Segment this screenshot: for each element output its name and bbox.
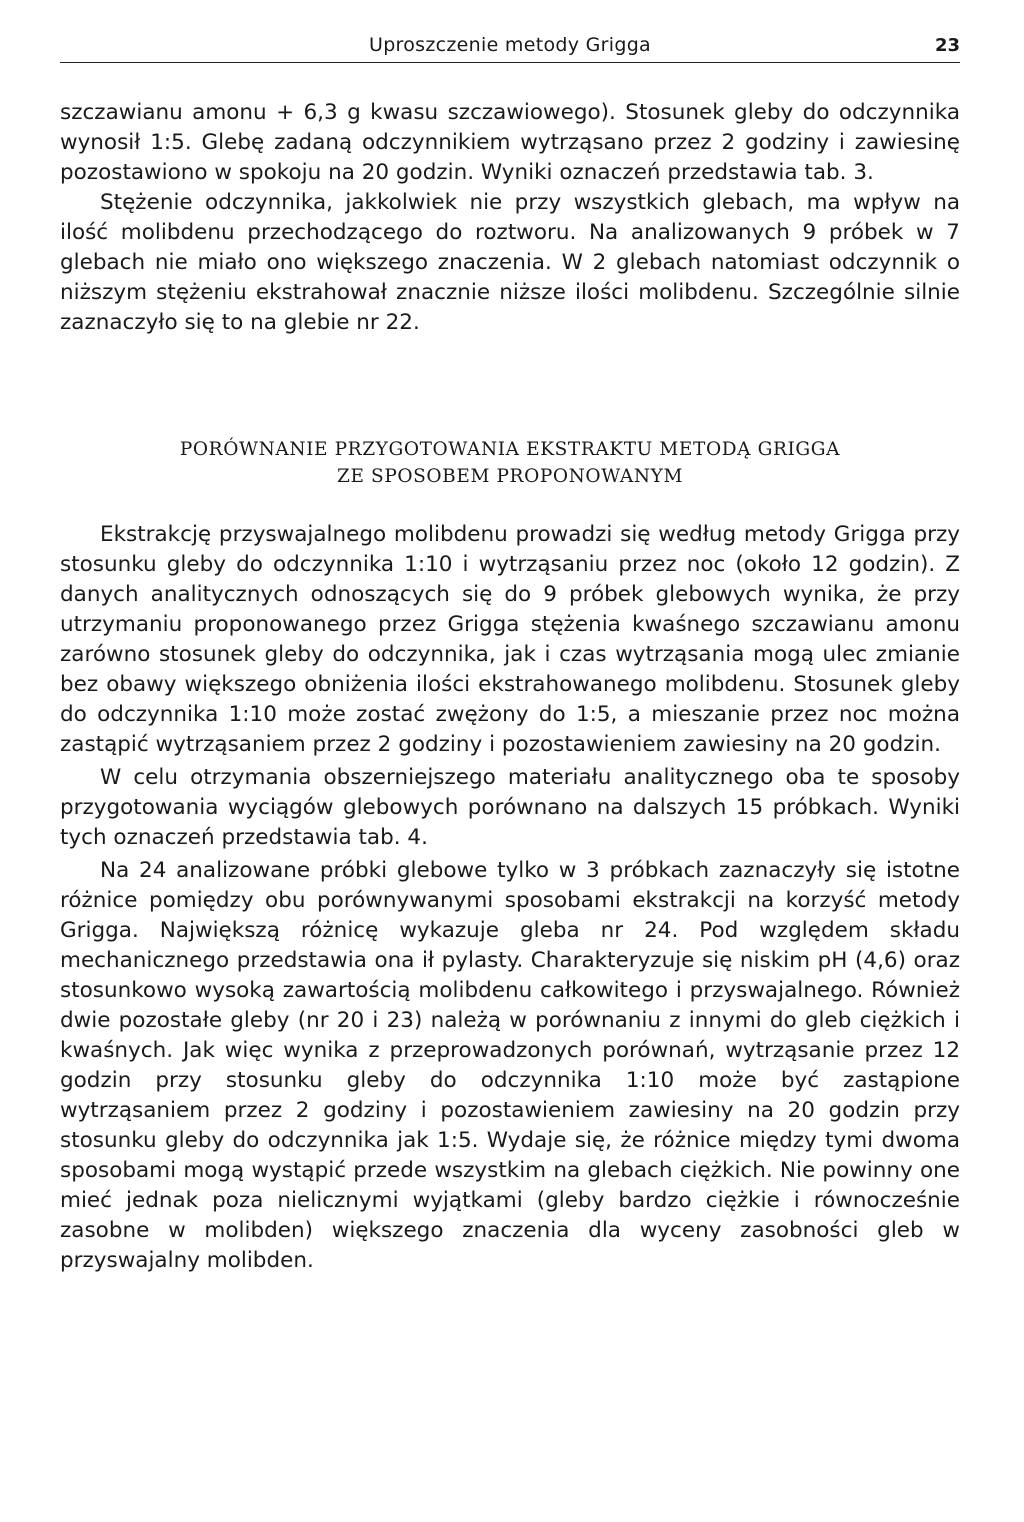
body-text: [60, 98, 960, 1276]
paragraph-continuation: szczawianu amonu + 6,3 g kwasu szczawiowego). Stosunek gleby do odczynnika wynosił 1:5. Glebę zadaną odczynnikiem wytrząsano przez 2 godziny i zawiesinę pozostawiono w spokoju na 20 godzin. Wyniki oznaczeń przedstawia tab. 3.: [60, 100, 960, 185]
page-number: 23: [934, 35, 960, 56]
running-title: Uproszczenie metody Grigga: [368, 34, 651, 56]
comparison-paragraphs: [60, 520, 960, 1276]
running-header: [60, 28, 960, 63]
section-heading-line-1: PORÓWNANIE PRZYGOTOWANIA EKSTRAKTU METODĄ GRIGGA: [179, 439, 841, 460]
intro-paragraphs: [60, 98, 960, 430]
section-heading: [60, 436, 960, 490]
paragraph-extraction: Ekstrakcję przyswajalnego molibdenu prowadzi się według metody Grigga przy stosunku gleby do odczynnika 1:10 i wytrząsaniu przez noc (około 12 godzin). Z danych analitycznych odnoszących się do 9 próbek glebowych wynika, że przy utrzymaniu proponowanego przez Grigga stężenia kwaśnego szczawianu amonu zarówno stosunek gleby do odczynnika, jak i czas wytrząsania mogą ulec zmianie bez obawy większego obniżenia ilości ekstrahowanego molibdenu. Stosunek gleby do odczynnika 1:10 może zostać zwężony do 1:5, a mieszanie przez noc można zastąpić wytrząsaniem przez 2 godziny i pozostawieniem zawiesiny na 20 godzin.: [60, 522, 960, 757]
paragraph-results: Na 24 analizowane próbki glebowe tylko w 3 próbkach zaznaczyły się istotne różnice pomiędzy obu porównywanymi sposobami ekstrakcji na korzyść metody Grigga. Największą różnicę wykazuje gleba nr 24. Pod względem składu mechanicznego przedstawia ona ił pylasty. Charakteryzuje się niskim pH (4,6) oraz stosunkowo wysoką zawartością molibdenu całkowitego i przyswajalnego. Również dwie pozostałe gleby (nr 20 i 23) należą w porównaniu z innymi do gleb ciężkich i kwaśnych. Jak więc wynika z przeprowadzonych porównań, wytrząsanie przez 12 godzin przy stosunku gleby do odczynnika 1:10 może być zastąpione wytrząsaniem przez 2 godziny i pozostawieniem zawiesiny na 20 godzin przy stosunku gleby do odczynnika jak 1:5. Wydaje się, że różnice między tymi dwoma sposobami mogą wystąpić przede wszystkim na glebach ciężkich. Nie powinny one mieć jednak poza nielicznymi wyjątkami (gleby bardzo ciężkie i równocześnie zasobne w molibden) większego znaczenia dla wyceny zasobności gleb w przyswajalny molibden.: [60, 858, 960, 1273]
paragraph-additional-samples: W celu otrzymania obszerniejszego materiału analitycznego oba te sposoby przygotowania wyciągów glebowych porównano na dalszych 15 próbkach. Wyniki tych oznaczeń przedstawia tab. 4.: [60, 765, 960, 850]
document-page: [60, 28, 960, 1279]
section-heading-line-2: ZE SPOSOBEM PROPONOWANYM: [337, 466, 683, 487]
paragraph-concentration: Stężenie odczynnika, jakkolwiek nie przy wszystkich glebach, ma wpływ na ilość molibdenu przechodzącego do roztworu. Na analizowanych 9 próbek w 7 glebach nie miało ono większego znaczenia. W 2 glebach natomiast odczynnik o niższym stężeniu ekstrahował znacznie niższe ilości molibdenu. Szczególnie silnie zaznaczyło się to na glebie nr 22.: [60, 190, 960, 335]
